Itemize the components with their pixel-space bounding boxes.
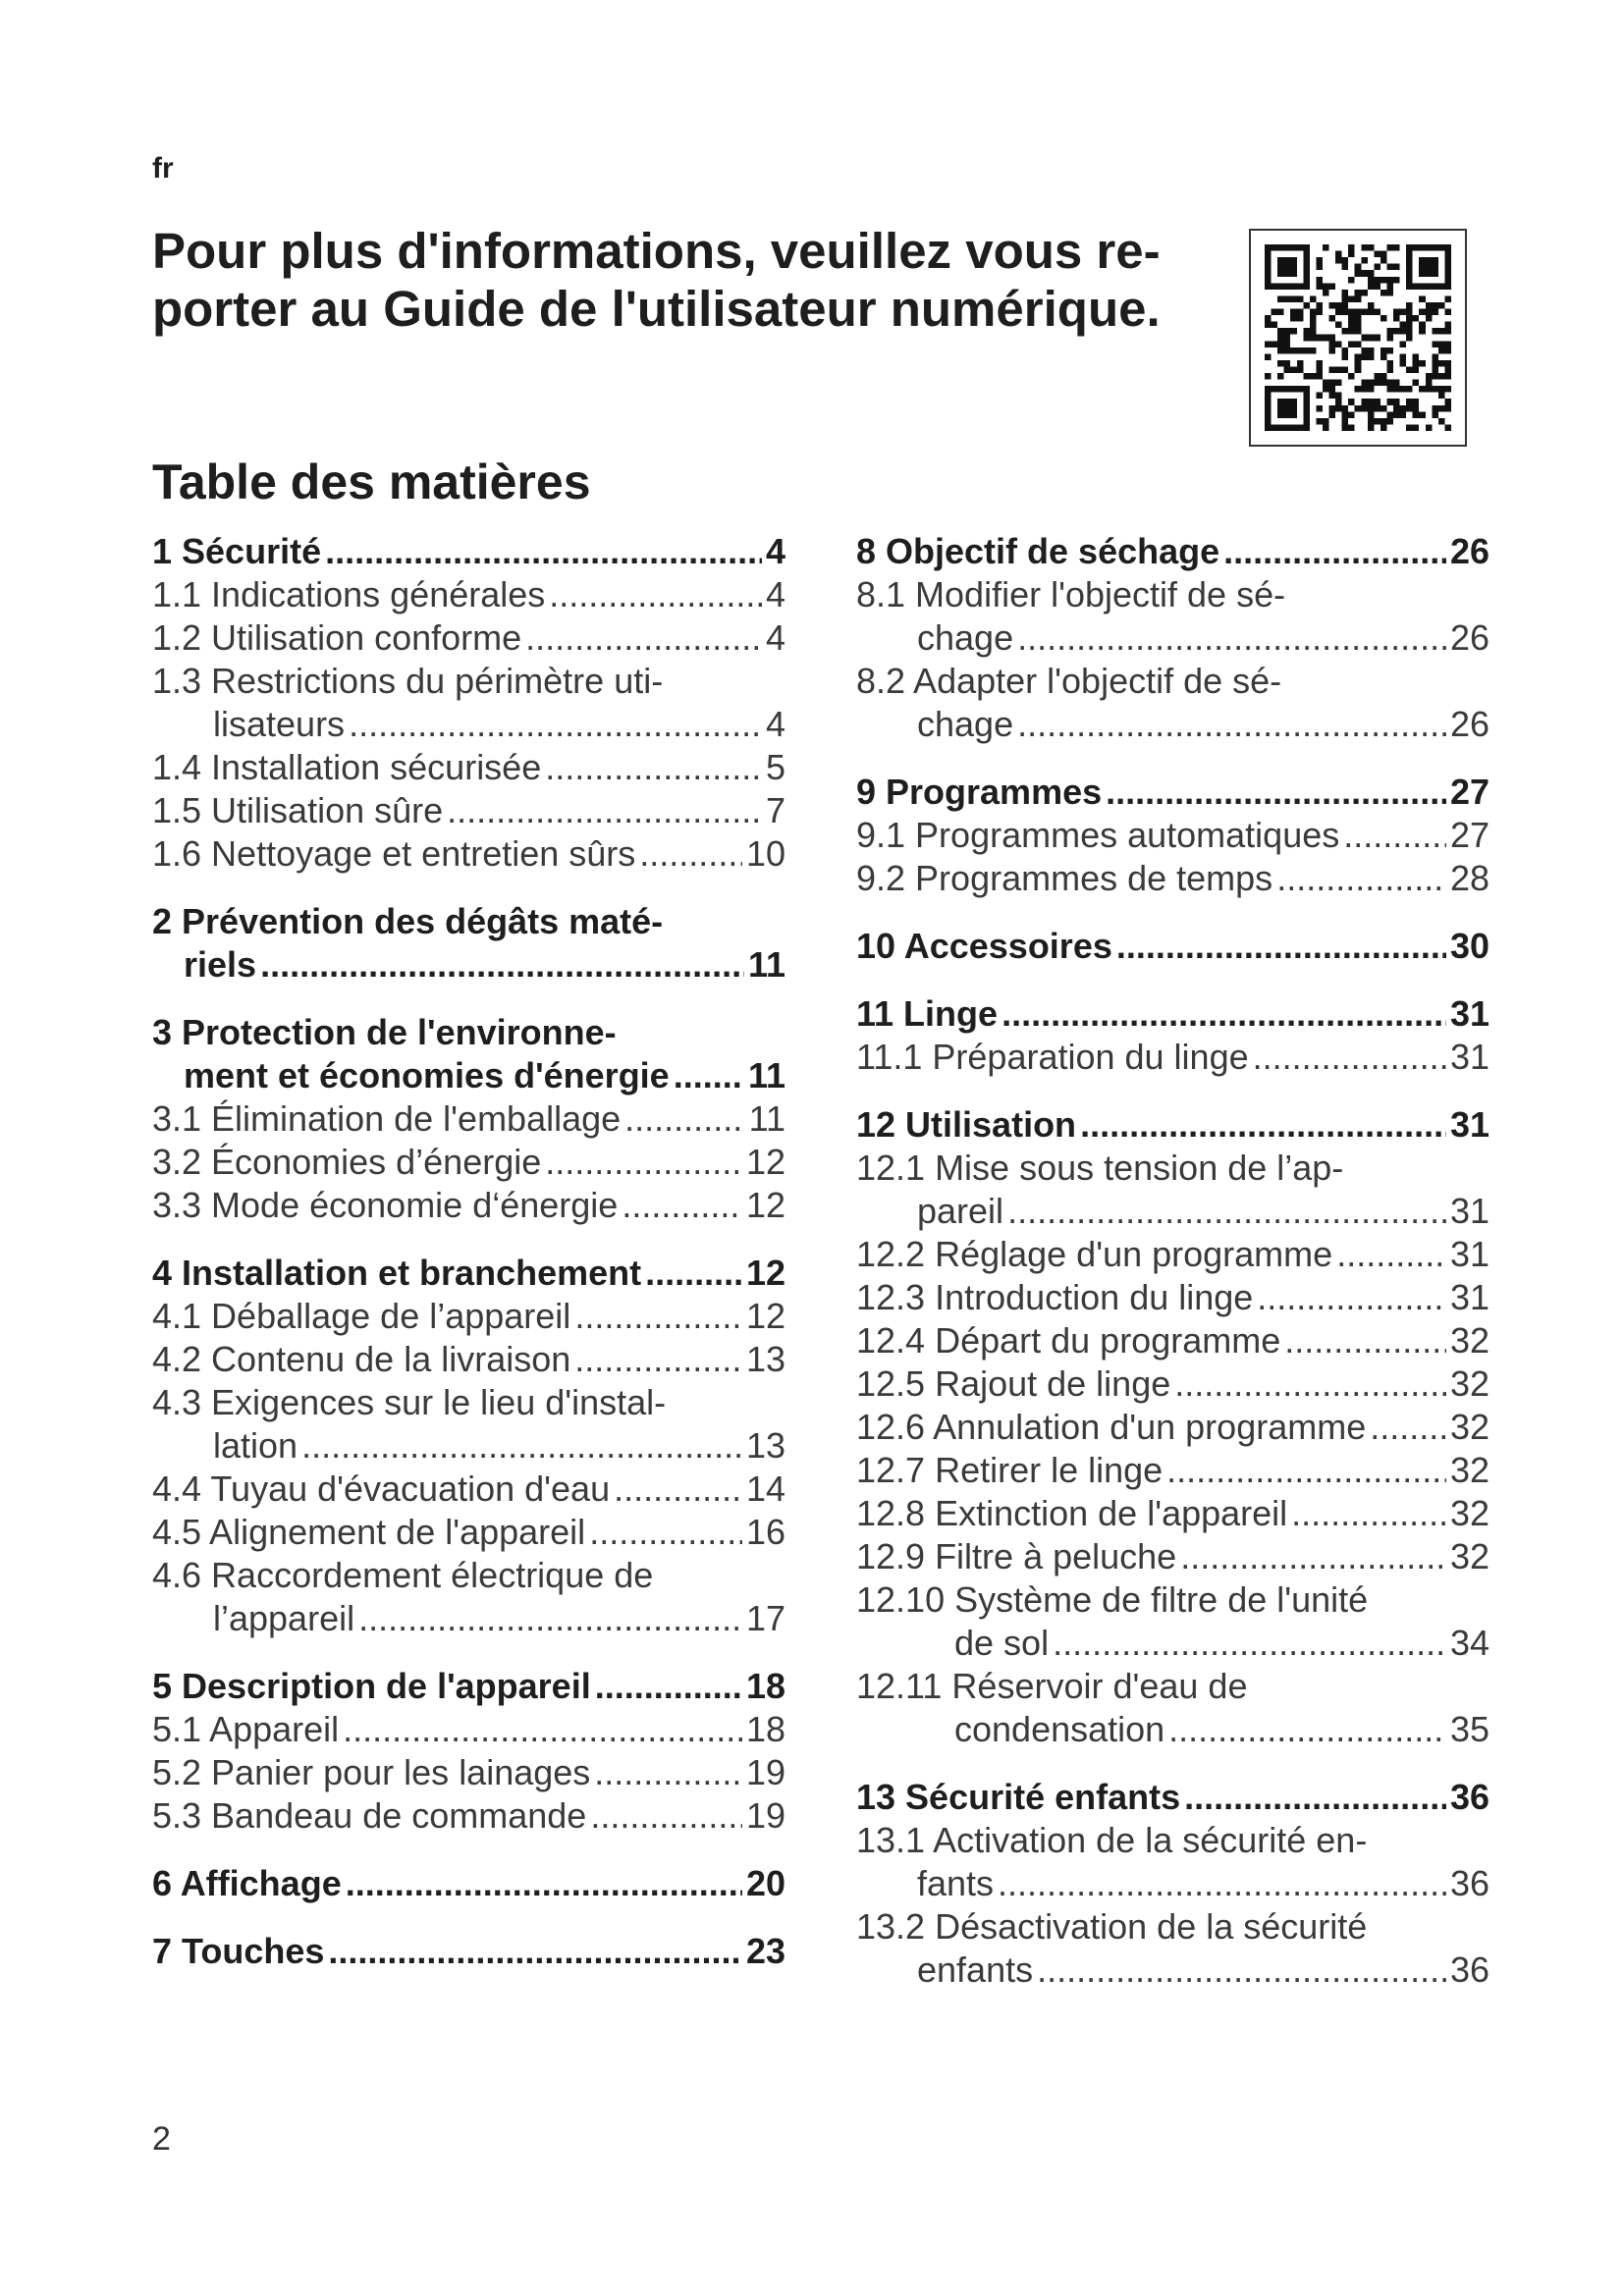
toc-subsection-entry[interactable] (856, 1492, 1489, 1535)
toc-column-left (152, 530, 785, 1998)
toc-leader-dots (595, 1665, 742, 1708)
toc-subsection-entry[interactable] (856, 814, 1489, 857)
toc-page-number: 5 (765, 747, 785, 787)
toc-page-number: 31 (1449, 1037, 1489, 1077)
toc-subsection-entry[interactable] (152, 1554, 785, 1640)
toc-leader-dots (1106, 771, 1446, 814)
toc-leader-dots (1253, 1036, 1446, 1079)
toc-subsection-entry[interactable] (856, 1233, 1489, 1276)
toc-entry-text: 3.2 Économies d’énergie (152, 1142, 542, 1182)
toc-page-number: 28 (1449, 858, 1489, 898)
toc-entry-text: 1.5 Utilisation sûre (152, 790, 444, 830)
toc-leader-dots (622, 1184, 742, 1227)
toc-entry-text: 7 Touches (152, 1931, 325, 1971)
toc-entry-text: 12.8 Extinction de l'appareil (856, 1493, 1288, 1533)
toc-entry-text: 5 Description de l'appareil (152, 1666, 591, 1706)
toc-section (152, 1011, 785, 1227)
toc-leader-dots (1037, 1949, 1446, 1992)
toc-page-number: 4 (765, 574, 785, 614)
toc-page-number: 12 (745, 1296, 785, 1336)
toc-subsection-entry[interactable] (152, 1511, 785, 1554)
toc-chapter-entry[interactable] (152, 1011, 785, 1097)
toc-entry-text: 12.5 Rajout de linge (856, 1363, 1171, 1404)
qr-code-icon (1265, 244, 1451, 431)
toc-subsection-entry[interactable] (152, 1468, 785, 1511)
toc-chapter-entry[interactable] (856, 992, 1489, 1036)
toc-page-number: 13 (745, 1425, 785, 1466)
toc-entry-text: 5.2 Panier pour les lainages (152, 1752, 591, 1792)
toc-leader-dots (1343, 814, 1446, 857)
toc-leader-dots (349, 703, 762, 746)
toc-leader-dots (998, 1862, 1446, 1905)
toc-leader-dots (1257, 1276, 1446, 1319)
toc-entry-text: 1.4 Installation sécurisée (152, 747, 542, 787)
toc-entry-text: 4.3 Exigences sur le lieu d'instal- (152, 1382, 667, 1422)
toc-subsection-entry[interactable] (152, 1751, 785, 1794)
toc-entry-text: 6 Affichage (152, 1863, 342, 1903)
toc-leader-dots (1007, 1190, 1446, 1233)
toc-subsection-entry[interactable] (856, 1819, 1489, 1905)
toc-page-number: 4 (765, 704, 785, 744)
toc-leader-dots (325, 530, 762, 573)
toc-entry-text: chage (917, 704, 1014, 744)
toc-subsection-entry[interactable] (152, 573, 785, 616)
toc-entry-text: 5.3 Bandeau de commande (152, 1795, 587, 1836)
toc-chapter-entry[interactable] (856, 925, 1489, 968)
toc-entry-text: 8.2 Adapter l'objectif de sé- (856, 661, 1282, 701)
toc-subsection-entry[interactable] (856, 1036, 1489, 1079)
toc-subsection-entry[interactable] (152, 832, 785, 876)
toc-page-number: 26 (1449, 531, 1489, 571)
toc-chapter-entry[interactable] (152, 900, 785, 987)
toc-leader-dots (525, 616, 762, 660)
toc-leader-dots (1168, 1708, 1446, 1751)
toc-chapter-entry[interactable] (152, 1665, 785, 1708)
toc-page-number: 12 (745, 1142, 785, 1182)
toc-entry-text: 8.1 Modifier l'objectif de sé- (856, 574, 1286, 614)
toc-entry-text: l’appareil (213, 1598, 355, 1638)
toc-subsection-entry[interactable] (856, 1276, 1489, 1319)
toc-subsection-entry[interactable] (856, 1406, 1489, 1449)
toc-entry-text: 11.1 Préparation du linge (856, 1037, 1249, 1077)
headline (152, 222, 1183, 338)
toc-page-number: 13 (745, 1339, 785, 1379)
toc-page-number: 11 (747, 944, 785, 985)
toc-subsection-entry[interactable] (152, 1708, 785, 1751)
toc-page-number: 26 (1449, 617, 1489, 658)
toc-entry-text: 12 Utilisation (856, 1104, 1077, 1145)
toc-chapter-entry[interactable] (856, 1103, 1489, 1147)
toc-leader-dots (574, 1338, 742, 1381)
toc-entry-text: 5.1 Appareil (152, 1709, 340, 1749)
toc-leader-dots (1053, 1622, 1446, 1665)
toc-leader-dots (358, 1597, 742, 1640)
toc-section (152, 1862, 785, 1905)
toc-subsection-entry[interactable] (856, 1905, 1489, 1992)
toc-subsection-entry[interactable] (152, 616, 785, 660)
toc-leader-dots (260, 943, 744, 987)
toc-section (856, 530, 1489, 746)
page-number: 2 (152, 2120, 171, 2158)
toc-subsection-entry[interactable] (856, 1449, 1489, 1492)
toc-page-number: 26 (1449, 704, 1489, 744)
toc-page-number: 23 (745, 1931, 785, 1971)
toc-page-number: 19 (745, 1752, 785, 1792)
toc-leader-dots (1116, 925, 1446, 968)
toc-subsection-entry[interactable] (152, 1097, 785, 1141)
toc-subsection-entry[interactable] (856, 1319, 1489, 1362)
toc-leader-dots (549, 573, 762, 616)
toc-leader-dots (574, 1295, 742, 1338)
toc-page-number: 18 (745, 1709, 785, 1749)
toc-entry-text: 3.1 Élimination de l'emballage (152, 1098, 622, 1139)
toc-leader-dots (1017, 616, 1446, 660)
toc-entry-text: 2 Prévention des dégâts maté- (152, 901, 664, 941)
toc-leader-dots (1284, 1319, 1446, 1362)
toc-entry-text: 13.2 Désactivation de la sécurité (856, 1906, 1368, 1947)
headline-line: porter au Guide de l'utilisateur numérique. (152, 281, 1161, 337)
toc-leader-dots (301, 1424, 742, 1468)
toc-entry-text: fants (917, 1863, 995, 1903)
toc-entry-text: pareil (917, 1191, 1004, 1231)
toc-page-number: 31 (1449, 1191, 1489, 1231)
toc-page-number: 32 (1449, 1493, 1489, 1533)
toc-page-number: 36 (1449, 1949, 1489, 1990)
toc-entry-text: ment et économies d'énergie (184, 1055, 670, 1095)
toc-page-number: 31 (1449, 1104, 1489, 1145)
toc-entry-text: 1.3 Restrictions du périmètre uti- (152, 661, 664, 701)
toc-page-number: 20 (745, 1863, 785, 1903)
toc-entry-text: chage (917, 617, 1014, 658)
toc-entry-text: 12.11 Réservoir d'eau de (856, 1666, 1248, 1706)
toc-page-number: 31 (1449, 1277, 1489, 1317)
toc-column-right (856, 530, 1489, 2016)
toc-subsection-entry[interactable] (856, 1535, 1489, 1578)
toc-page-number: 4 (765, 617, 785, 658)
toc-chapter-entry[interactable] (152, 530, 785, 573)
toc-entry-text: 4.2 Contenu de la livraison (152, 1339, 571, 1379)
toc-leader-dots (1080, 1103, 1446, 1147)
toc-leader-dots (1184, 1776, 1446, 1819)
toc-page-number: 31 (1449, 993, 1489, 1034)
toc-leader-dots (346, 1862, 742, 1905)
toc-subsection-entry[interactable] (856, 573, 1489, 660)
toc-entry-text: 1.2 Utilisation conforme (152, 617, 522, 658)
toc-leader-dots (590, 1794, 742, 1838)
toc-entry-text: 12.4 Départ du programme (856, 1320, 1281, 1361)
toc-subsection-entry[interactable] (152, 1184, 785, 1227)
toc-entry-text: riels (184, 944, 257, 985)
toc-section (856, 992, 1489, 1079)
toc-section (856, 771, 1489, 900)
toc-page-number: 14 (745, 1468, 785, 1509)
toc-leader-dots (1223, 530, 1446, 573)
toc-subsection-entry[interactable] (856, 1362, 1489, 1406)
toc-page-number: 11 (748, 1098, 785, 1139)
toc-page-number: 10 (745, 833, 785, 874)
toc-title: Table des matières (152, 454, 591, 509)
toc-subsection-entry[interactable] (856, 857, 1489, 900)
toc-section (856, 1103, 1489, 1751)
toc-leader-dots (447, 789, 762, 832)
toc-entry-text: enfants (917, 1949, 1034, 1990)
toc-page-number: 31 (1449, 1234, 1489, 1274)
toc-chapter-entry[interactable] (152, 1930, 785, 1973)
toc-entry-text: 12.2 Réglage d'un programme (856, 1234, 1333, 1274)
toc-leader-dots (1001, 992, 1446, 1036)
toc-leader-dots (1370, 1406, 1446, 1449)
toc-entry-text: 1.6 Nettoyage et entretien sûrs (152, 833, 636, 874)
toc-subsection-entry[interactable] (856, 1578, 1489, 1665)
toc-chapter-entry[interactable] (856, 1776, 1489, 1819)
toc-leader-dots (545, 1141, 742, 1184)
toc-leader-dots (1336, 1233, 1446, 1276)
qr-code (1249, 229, 1467, 447)
language-code: fr (152, 152, 174, 185)
toc-subsection-entry[interactable] (152, 1338, 785, 1381)
toc-leader-dots (1276, 857, 1446, 900)
toc-leader-dots (1291, 1492, 1446, 1535)
toc-subsection-entry[interactable] (152, 1381, 785, 1468)
toc-entry-text: 3 Protection de l'environne- (152, 1012, 617, 1052)
toc-page-number: 12 (745, 1185, 785, 1225)
toc-leader-dots (1166, 1449, 1446, 1492)
toc-page-number: 16 (745, 1512, 785, 1552)
toc-subsection-entry[interactable] (152, 660, 785, 746)
toc-subsection-entry[interactable] (856, 660, 1489, 746)
toc-entry-text: 8 Objectif de séchage (856, 531, 1220, 571)
toc-section (856, 1776, 1489, 1992)
toc-entry-text: 12.10 Système de filtre de l'unité (856, 1579, 1369, 1620)
toc-entry-text: 9 Programmes (856, 772, 1103, 812)
toc-entry-text: 12.9 Filtre à peluche (856, 1536, 1177, 1576)
toc-leader-dots (1017, 703, 1446, 746)
toc-entry-text: 1.1 Indications générales (152, 574, 546, 614)
toc-entry-text: 13.1 Activation de la sécurité en- (856, 1820, 1368, 1860)
headline-line: Pour plus d'informations, veuillez vous re- (152, 223, 1161, 279)
toc-entry-text: 3.3 Mode économie d‘énergie (152, 1185, 619, 1225)
toc-page-number: 32 (1449, 1407, 1489, 1447)
toc-leader-dots (545, 746, 762, 789)
toc-chapter-entry[interactable] (856, 530, 1489, 573)
toc-page-number: 30 (1449, 926, 1489, 966)
toc-entry-text: 4 Installation et branchement (152, 1253, 642, 1293)
toc-section (152, 1252, 785, 1640)
toc-page-number: 27 (1449, 815, 1489, 855)
toc-entry-text: 12.7 Retirer le linge (856, 1450, 1164, 1490)
toc-entry-text: 13 Sécurité enfants (856, 1777, 1181, 1817)
toc-page-number: 32 (1449, 1536, 1489, 1576)
toc-entry-text: 4.1 Déballage de l’appareil (152, 1296, 571, 1336)
toc-section (152, 1930, 785, 1973)
toc-entry-text: 12.3 Introduction du linge (856, 1277, 1254, 1317)
toc-leader-dots (1180, 1535, 1446, 1578)
toc-subsection-entry[interactable] (856, 1147, 1489, 1233)
toc-page-number: 11 (747, 1055, 785, 1095)
toc-leader-dots (594, 1751, 742, 1794)
toc-page-number: 18 (745, 1666, 785, 1706)
toc-entry-text: lisateurs (213, 704, 346, 744)
toc-leader-dots (614, 1468, 742, 1511)
toc-section (152, 1665, 785, 1838)
toc-section (856, 925, 1489, 968)
toc-chapter-entry[interactable] (152, 1862, 785, 1905)
toc-page-number: 7 (765, 790, 785, 830)
toc-leader-dots (328, 1930, 742, 1973)
toc-leader-dots (639, 832, 742, 876)
toc-subsection-entry[interactable] (856, 1665, 1489, 1751)
toc-page-number: 32 (1449, 1363, 1489, 1404)
toc-section (152, 900, 785, 987)
toc-leader-dots (343, 1708, 742, 1751)
toc-leader-dots (674, 1054, 744, 1097)
toc-leader-dots (589, 1511, 742, 1554)
toc-entry-text: lation (213, 1425, 298, 1466)
toc-entry-text: 12.1 Mise sous tension de l’ap- (856, 1148, 1344, 1188)
toc-entry-text: 4.4 Tuyau d'évacuation d'eau (152, 1468, 611, 1509)
toc-entry-text: 9.2 Programmes de temps (856, 858, 1273, 898)
toc-chapter-entry[interactable] (152, 1252, 785, 1295)
toc-page-number: 36 (1449, 1863, 1489, 1903)
toc-page-number: 32 (1449, 1320, 1489, 1361)
toc-entry-text: 12.6 Annulation d'un programme (856, 1407, 1367, 1447)
toc-subsection-entry[interactable] (152, 746, 785, 789)
toc-page-number: 36 (1449, 1777, 1489, 1817)
toc-subsection-entry[interactable] (152, 1794, 785, 1838)
toc-entry-text: 4.6 Raccordement électrique de (152, 1555, 654, 1595)
toc-leader-dots (1174, 1362, 1446, 1406)
toc-page-number: 32 (1449, 1450, 1489, 1490)
toc-chapter-entry[interactable] (856, 771, 1489, 814)
toc-entry-text: condensation (954, 1709, 1165, 1749)
toc-entry-text: 10 Accessoires (856, 926, 1112, 966)
toc-leader-dots (624, 1097, 744, 1141)
toc-subsection-entry[interactable] (152, 789, 785, 832)
toc-entry-text: 11 Linge (856, 993, 999, 1034)
toc-page-number: 12 (745, 1253, 785, 1293)
toc-page-number: 34 (1449, 1623, 1489, 1663)
toc-subsection-entry[interactable] (152, 1141, 785, 1184)
toc-page-number: 27 (1449, 772, 1489, 812)
toc-page-number: 4 (765, 531, 785, 571)
toc-page-number: 19 (745, 1795, 785, 1836)
toc-section (152, 530, 785, 876)
toc-entry-text: 9.1 Programmes automatiques (856, 815, 1340, 855)
toc-page-number: 35 (1449, 1709, 1489, 1749)
toc-leader-dots (645, 1252, 742, 1295)
toc-page-number: 17 (745, 1598, 785, 1638)
toc-subsection-entry[interactable] (152, 1295, 785, 1338)
toc-entry-text: 1 Sécurité (152, 531, 322, 571)
toc-entry-text: de sol (954, 1623, 1050, 1663)
toc-entry-text: 4.5 Alignement de l'appareil (152, 1512, 586, 1552)
